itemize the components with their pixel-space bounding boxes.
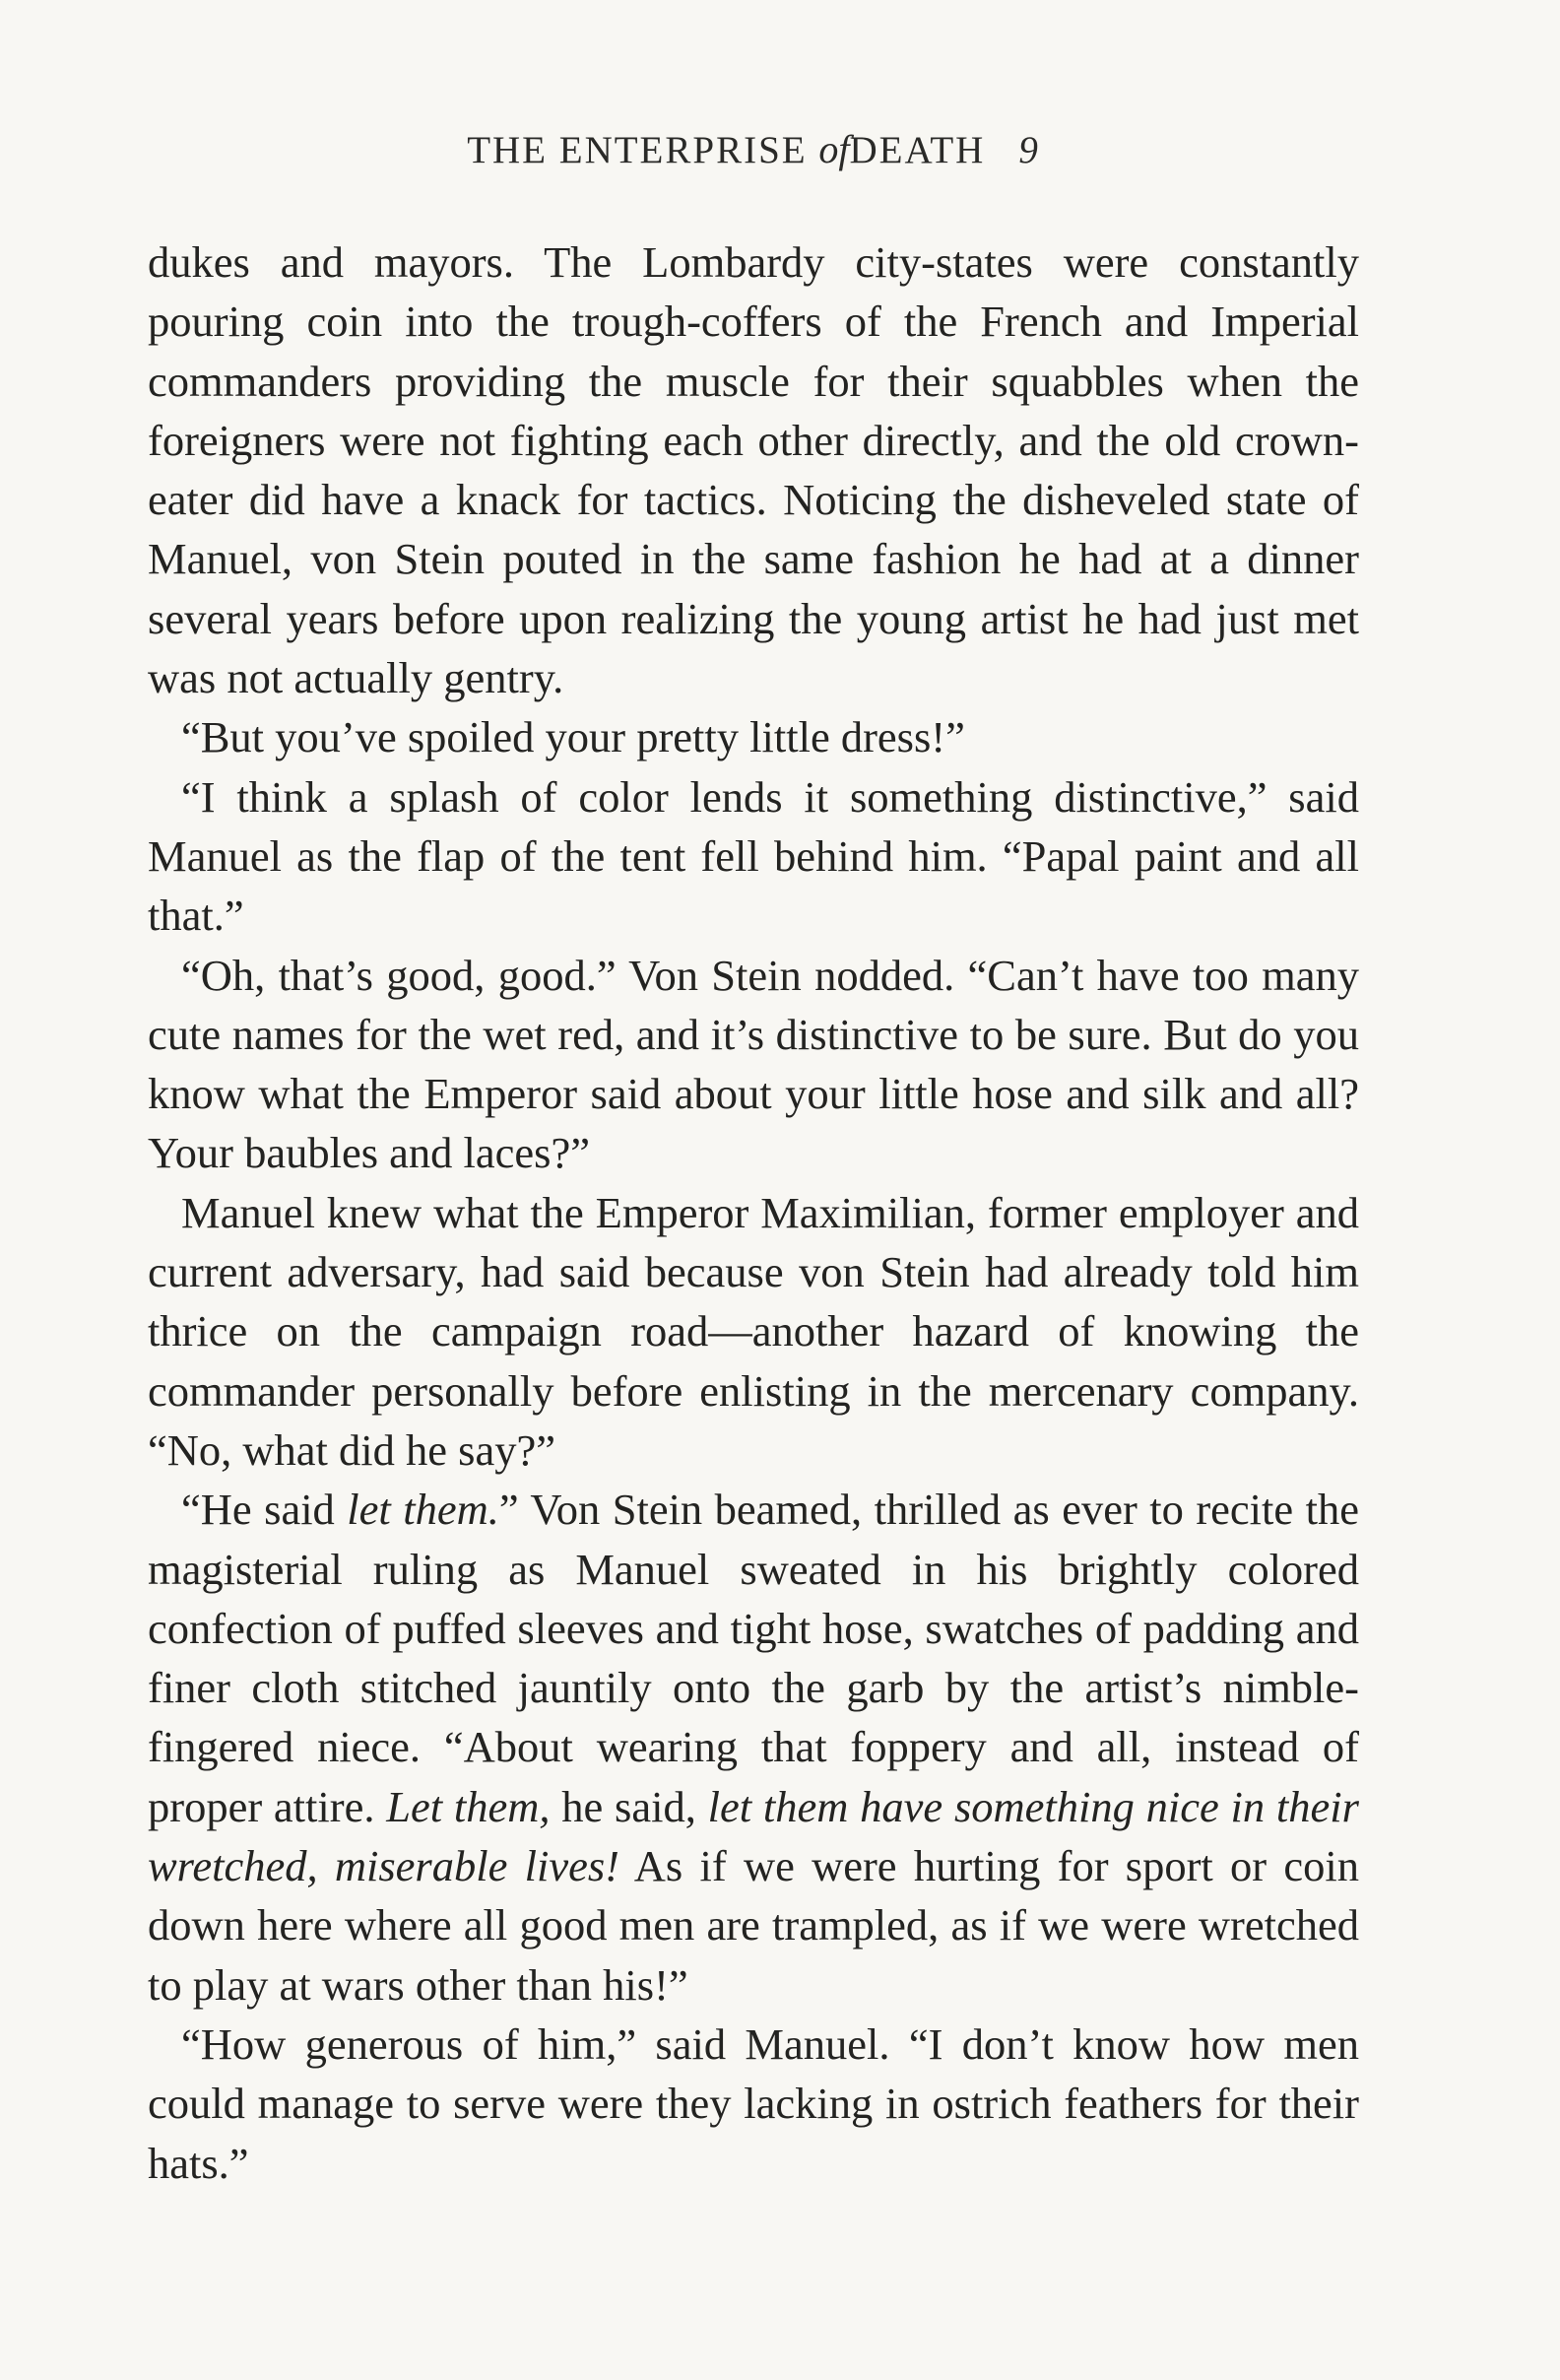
italic-phrase: let them have something nice in their wretched, miserable lives! bbox=[148, 1781, 1359, 1891]
page-number: 9 bbox=[1018, 129, 1040, 171]
paragraph-7: “How generous of him,” said Manuel. “I don’t know how men could manage to serve were they lacking in ostrich feathers for their hats.” bbox=[148, 2018, 1359, 2188]
italic-phrase: let them. bbox=[347, 1485, 499, 1535]
paragraph-2: “But you’ve spoiled your pretty little dress!” bbox=[181, 712, 965, 762]
paragraph-3: “I think a splash of color lends it something distinctive,” said Manuel as the flap of the tent fell behind him. “Papal paint and all that.” bbox=[148, 771, 1359, 941]
paragraph-6: “He said let them.” Von Stein beamed, thrilled as ever to recite the magisterial ruling as Manuel sweated in his brightly colored confection of puffed sleeves and tight hose, swatches of padding and finer cloth stitched jauntily onto the garb by the artist’s nimble-fingered niece. “About wearing that foppery and all, instead of proper attire. Let them, he said, let them have something nice in their wretched, miserable lives! As if we were hurting for sport or coin down here where all good men are trampled, as if we were wretched to play at wars other than his!” bbox=[148, 1485, 1359, 2010]
italic-phrase: Let them, bbox=[386, 1781, 551, 1831]
paragraph-5: Manuel knew what the Emperor Maximilian, former employer and current adversary, had said because von Stein had already told him thrice on the campaign road—another hazard of knowing the commander personally before enlisting in the mercenary company. “No, what did he say?” bbox=[148, 1187, 1359, 1475]
paragraph-1: dukes and mayors. The Lombardy city-states were constantly pouring coin into the trough-coffers of the French and Imperial commanders providing the muscle for their squabbles when the foreigners were not fighting each other directly, and the old crown-eater did have a knack for tactics. Noticing the disheveled state of Manuel, von Stein pouted in the same fashion he had at a dinner several years before upon realizing the young artist he had just met was not actually gentry. bbox=[148, 237, 1359, 703]
body-text bbox=[148, 232, 1359, 2193]
running-head bbox=[148, 126, 1359, 172]
book-title: THE ENTERPRISE ofDEATH bbox=[467, 127, 986, 171]
paragraph-4: “Oh, that’s good, good.” Von Stein nodded. “Can’t have too many cute names for the wet red, and it’s distinctive to be sure. But do you know what the Emperor said about your little hose and silk and all? Your baubles and laces?” bbox=[148, 950, 1359, 1178]
